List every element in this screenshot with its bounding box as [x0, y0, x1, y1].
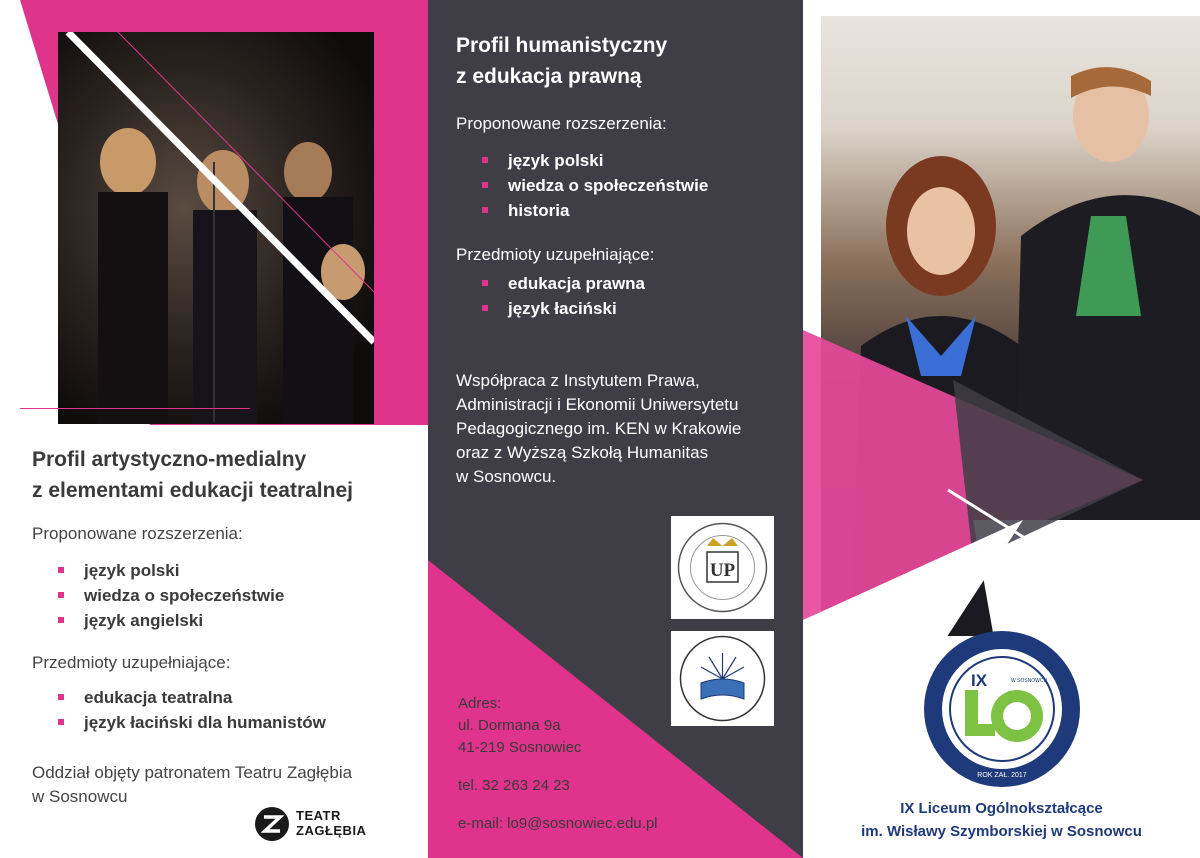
list-item: edukacja teatralna [58, 685, 422, 710]
middle-profile-block [456, 30, 786, 489]
coop-line: Współpraca z Instytutem Prawa, [456, 371, 700, 390]
list-item: język łaciński [482, 296, 786, 321]
school-name [803, 797, 1200, 843]
middle-extensions-list [482, 148, 786, 223]
list-item: język łaciński dla humanistów [58, 710, 422, 735]
left-title-line1: Profil artystyczno-medialny [32, 448, 307, 471]
school-logo [921, 628, 1083, 790]
coop-line: Administracji i Ekonomii Uniwersytetu [456, 395, 739, 414]
list-item: język polski [482, 148, 786, 173]
address-block [458, 693, 668, 835]
left-title-line2: z elementami edukacji teatralnej [32, 479, 353, 502]
coop-line: Pedagogicznego im. KEN w Krakowie [456, 419, 742, 438]
humanitas-logo [671, 631, 774, 726]
school-logo-year: ROK ZAŁ. 2017 [977, 772, 1027, 779]
list-item: edukacja prawna [482, 271, 786, 296]
list-item: język angielski [58, 608, 422, 633]
school-name-line1: IX Liceum Ogólnokształcące [900, 800, 1103, 817]
up-logo-letters: UP [709, 560, 736, 581]
coop-line: oraz z Wyższą Szkołą Humanitas [456, 443, 709, 462]
address-city: 41-219 Sosnowiec [458, 739, 582, 756]
school-logo-numeral: IX [970, 671, 988, 690]
teatr-zaglebia-logo [254, 804, 384, 844]
patronage-line1: Oddział objęty patronatem Teatru Zagłębia [32, 763, 353, 782]
left-extensions-label: Proponowane rozszerzenia: [32, 524, 243, 543]
middle-title-line1: Profil humanistyczny [456, 34, 668, 57]
right-panel [803, 0, 1200, 858]
address-label: Adres: [458, 695, 502, 712]
left-supplementary-label: Przedmioty uzupełniające: [32, 653, 231, 672]
phone-text: tel. 32 263 24 23 [458, 777, 570, 794]
teatr-logo-line1: TEATR [296, 808, 341, 823]
middle-extensions-label: Proponowane rozszerzenia: [456, 114, 667, 133]
address-street: ul. Dormana 9a [458, 717, 561, 734]
left-divider-line [20, 408, 250, 409]
choir-performance-photo [58, 32, 374, 424]
list-item: język polski [58, 558, 422, 583]
middle-title-line2: z edukacja prawną [456, 65, 642, 88]
coop-line: w Sosnowcu. [456, 467, 557, 486]
list-item: wiedza o społeczeństwie [482, 173, 786, 198]
cooperation-text [456, 369, 786, 489]
middle-supplementary-list [482, 271, 786, 321]
teatr-z-icon [254, 806, 290, 842]
left-panel [0, 0, 428, 858]
school-name-line2: im. Wisławy Szymborskiej w Sosnowcu [861, 823, 1142, 840]
middle-supplementary-label: Przedmioty uzupełniające: [456, 245, 655, 264]
up-university-logo [671, 516, 774, 619]
patronage-text [32, 761, 422, 809]
school-logo-small-text: W SOSNOWCU [1011, 678, 1048, 684]
left-profile-block [32, 444, 422, 809]
email-link[interactable]: e-mail: lo9@sosnowiec.edu.pl [458, 815, 658, 832]
left-profile-title [32, 444, 422, 506]
teatr-logo-line2: ZAGŁĘBIA [296, 823, 367, 838]
left-supplementary-list [58, 685, 422, 735]
left-extensions-list [58, 558, 422, 633]
list-item: historia [482, 198, 786, 223]
patronage-line2: w Sosnowcu [32, 787, 128, 806]
list-item: wiedza o społeczeństwie [58, 583, 422, 608]
middle-panel [428, 0, 803, 858]
middle-profile-title [456, 30, 786, 92]
